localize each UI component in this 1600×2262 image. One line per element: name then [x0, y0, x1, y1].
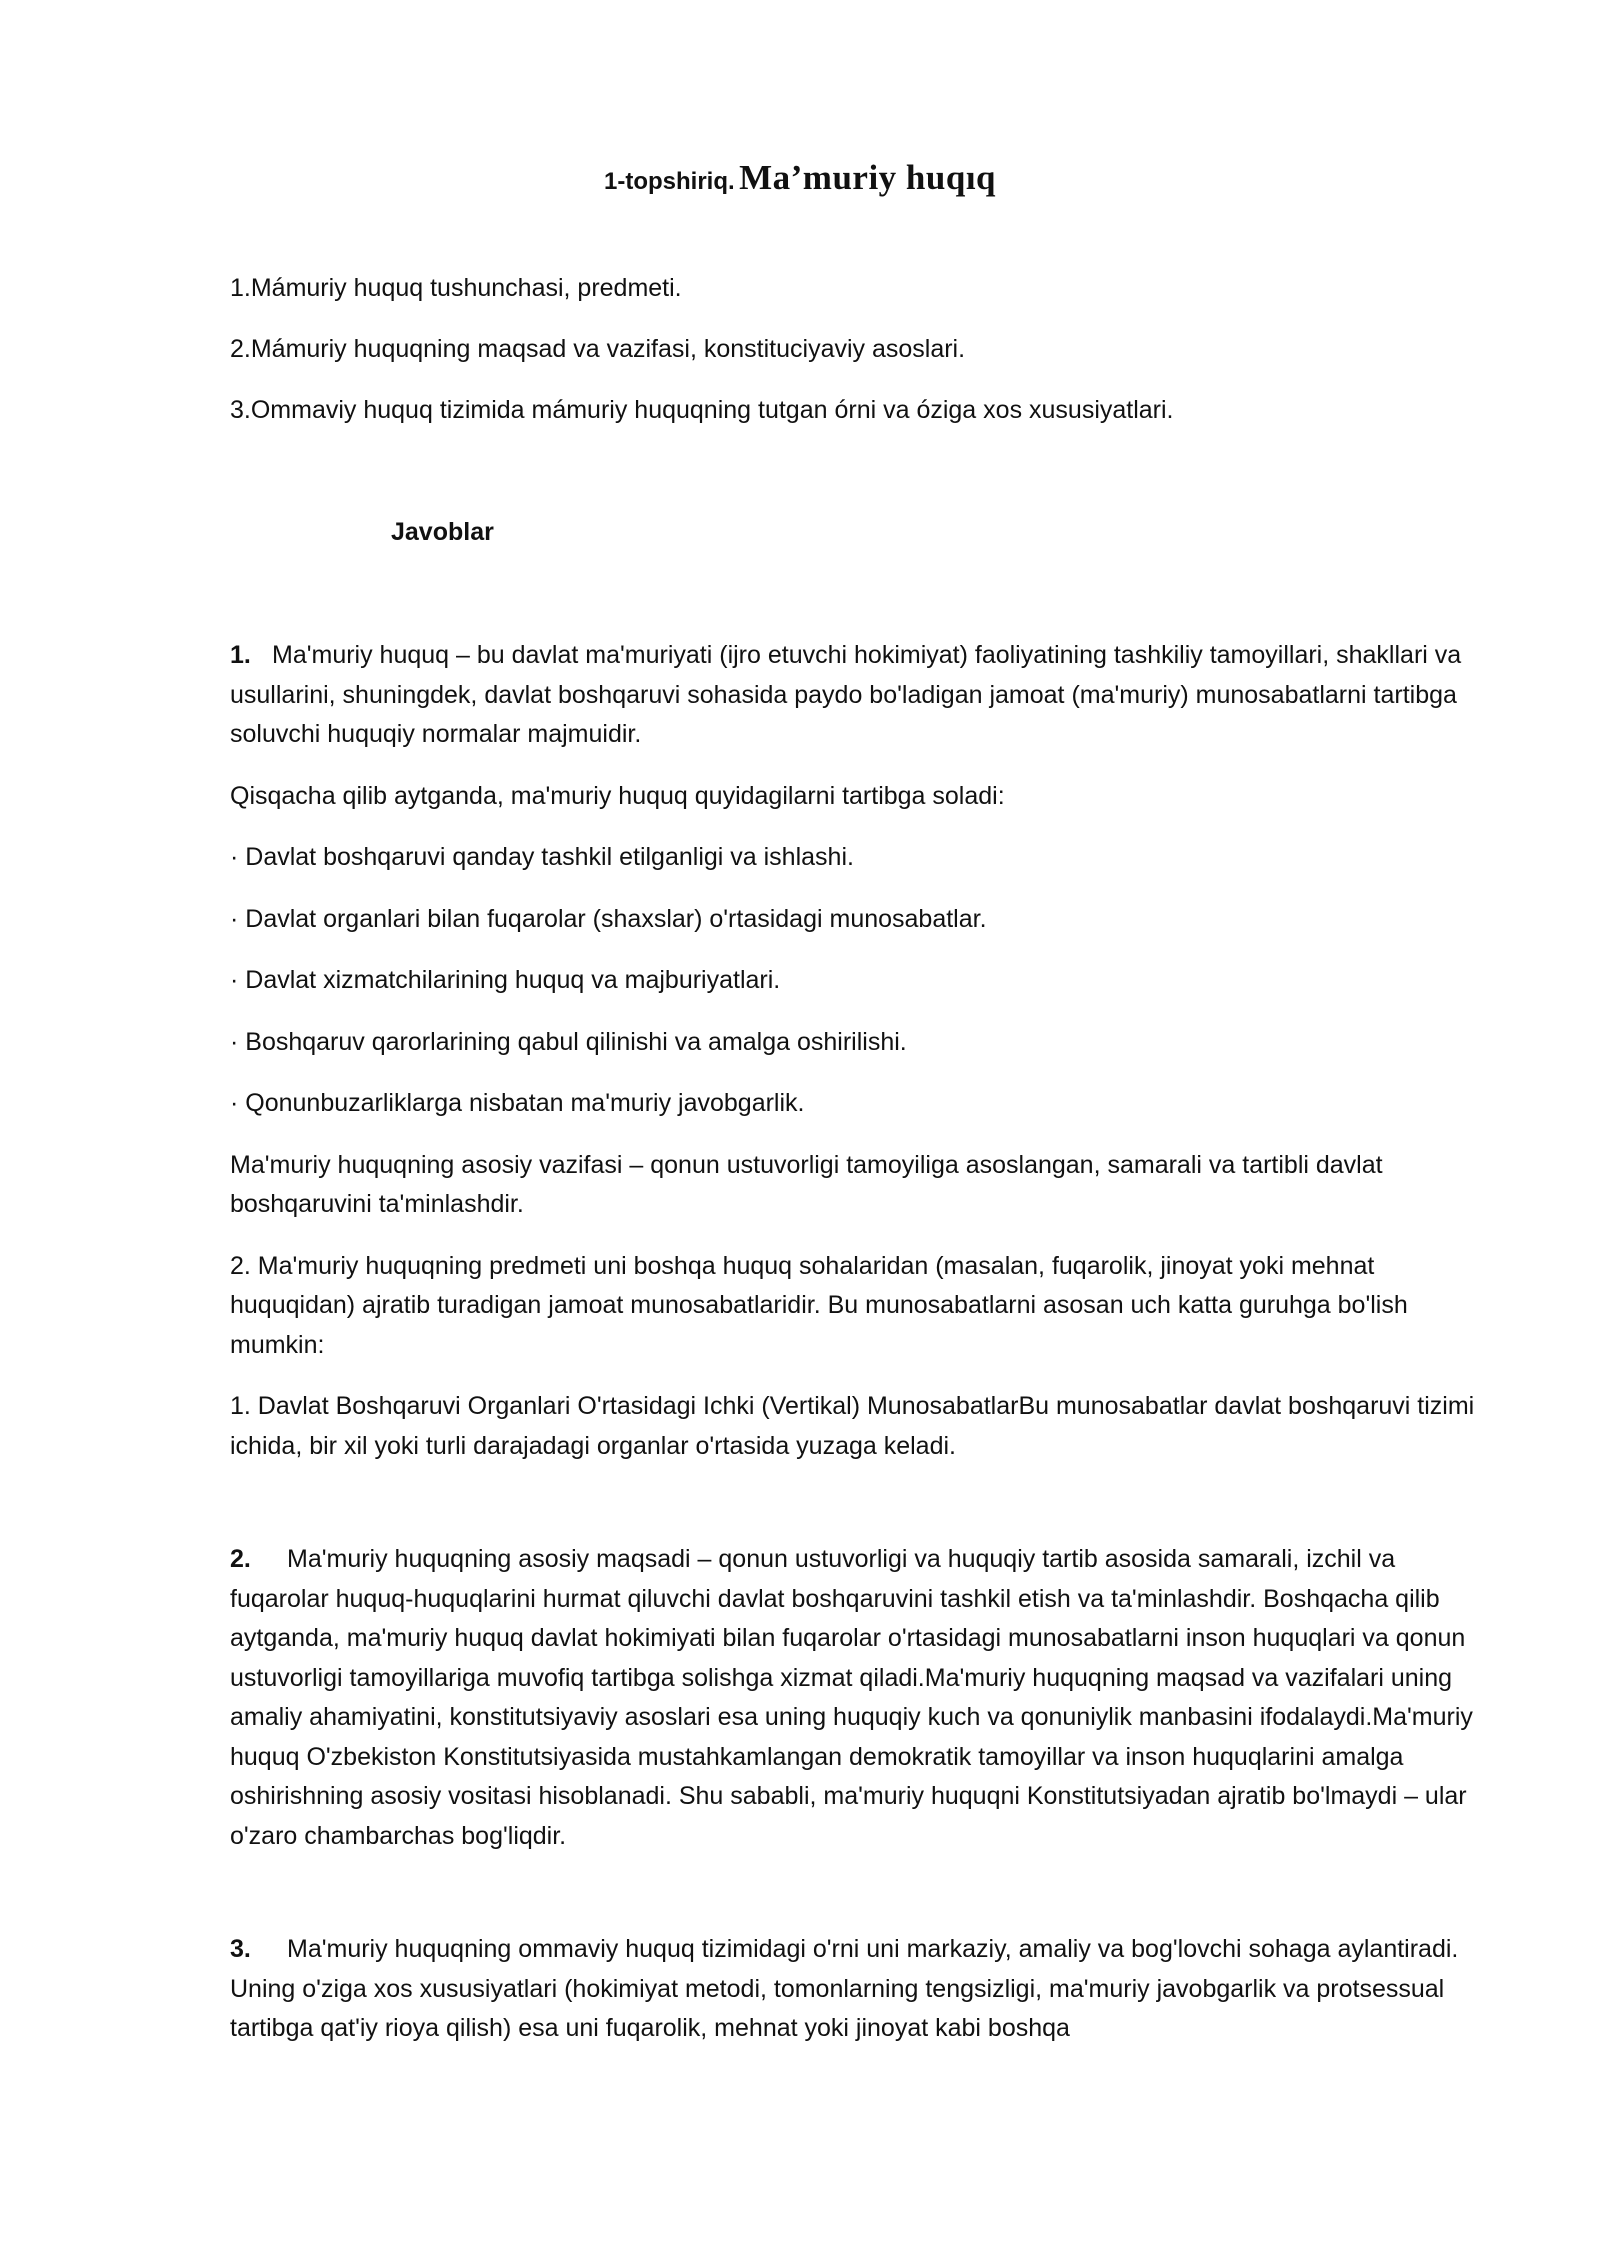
bullet-item: · Qonunbuzarliklarga nisbatan ma'muriy javobgarlik.: [230, 1089, 805, 1117]
answer-2-number: 2.: [230, 1545, 251, 1573]
answer-1-paragraph: [230, 636, 1492, 755]
title-main: Ma’muriy huqıq: [739, 158, 997, 197]
task-list: [230, 272, 1490, 455]
main-task-paragraph: Ma'muriy huquqning asosiy vazifasi – qonun ustuvorligi tamoyiliga asoslangan, samarali va tartibli davlat boshqaruvini ta'minlashdir.: [230, 1150, 1383, 1218]
answers-body: [230, 636, 1492, 2071]
task-item: 2.Mámuriy huquqning maqsad va vazifasi, konstituciyaviy asoslari.: [230, 335, 966, 363]
document-title: [0, 158, 1600, 198]
bullet-item: · Davlat organlari bilan fuqarolar (shaxslar) o'rtasidagi munosabatlar.: [230, 904, 987, 933]
answer-3-paragraph: [230, 1930, 1492, 2049]
subject-paragraph: 2. Ma'muriy huquqning predmeti uni boshqa huquq sohalaridan (masalan, fuqarolik, jinoyat yoki mehnat huquqidan) ajratib turadigan jamoat munosabatlaridir. Bu munosabatlarni asosan uch katta guruhga bo'lish mumkin:: [230, 1251, 1408, 1359]
answer-3-number: 3.: [230, 1935, 251, 1963]
title-prefix: 1-topshiriq.: [603, 168, 735, 195]
bullet-item: · Boshqaruv qarorlarining qabul qilinishi va amalga oshirilishi.: [230, 1027, 907, 1056]
answer-1-text: Ma'muriy huquq – bu davlat ma'muriyati (ijro etuvchi hokimiyat) faoliyatining tashkiliy tamoyillari, shakllari va usullarini, shuningdek, davlat boshqaruvi sohasida paydo bo'ladigan jamoat (ma'muriy) munosabatlarni tartibga soluvchi huquqiy normalar majmuidir.: [230, 641, 1462, 748]
group-1-paragraph: 1. Davlat Boshqaruvi Organlari O'rtasidagi Ichki (Vertikal) MunosabatlarBu munosabatlar davlat boshqaruvi tizimi ichida, bir xil yoki turli darajadagi organlar o'rtasida yuzaga keladi.: [230, 1392, 1475, 1460]
task-item: 3.Ommaviy huquq tizimida mámuriy huquqning tutgan órni va óziga xos xususiyatlari.: [230, 396, 1174, 424]
summary-intro: Qisqacha qilib aytganda, ma'muriy huquq quyidagilarni tartibga soladi:: [230, 781, 1005, 810]
task-item: 1.Mámuriy huquq tushunchasi, predmeti.: [230, 274, 682, 302]
answer-2-text: Ma'muriy huquqning asosiy maqsadi – qonun ustuvorligi va huquqiy tartib asosida samarali, izchil va fuqarolar huquq-huquqlarini hurmat qiluvchi davlat boshqaruvini tashkil etish va ta'minlashdir. Boshqacha qilib aytganda, ma'muriy huquq davlat hokimiyati bilan fuqarolar o'rtasidagi munosabatlarni inson huquqlari va qonun ustuvorligi tamoyillariga muvofiq tartibga solishga xizmat qiladi.Ma'muriy huquqning maqsad va vazifalari uning amaliy ahamiyatini, konstitutsiyaviy asoslari esa uning huquqiy kuch va qonuniylik manbasini ifodalaydi.Ma'muriy huquq O'zbekiston Konstitutsiyasida mustahkamlangan demokratik tamoyillar va inson huquqlarini amalga oshirishning asosiy vositasi hisoblanadi. Shu sababli, ma'muriy huquqni Konstitutsiyadan ajratib bo'lmaydi – ular o'zaro chambarchas bog'liqdir.: [230, 1545, 1473, 1850]
answer-2-paragraph: [230, 1540, 1492, 1856]
answer-3-text: Ma'muriy huquqning ommaviy huquq tizimidagi o'rni uni markaziy, amaliy va bog'lovchi sohaga aylantiradi. Uning o'ziga xos xususiyatlari (hokimiyat metodi, tomonlarning tengsizligi, ma'muriy javobgarlik va protsessual tartibga qat'iy rioya qilish) esa uni fuqarolik, mehnat yoki jinoyat kabi boshqa: [230, 1935, 1459, 2042]
bullet-item: · Davlat xizmatchilarining huquq va majburiyatlari.: [230, 966, 781, 994]
answer-1-number: 1.: [230, 641, 251, 669]
answers-heading: Javoblar: [391, 518, 494, 546]
bullet-item: · Davlat boshqaruvi qanday tashkil etilganligi va ishlashi.: [230, 843, 854, 871]
